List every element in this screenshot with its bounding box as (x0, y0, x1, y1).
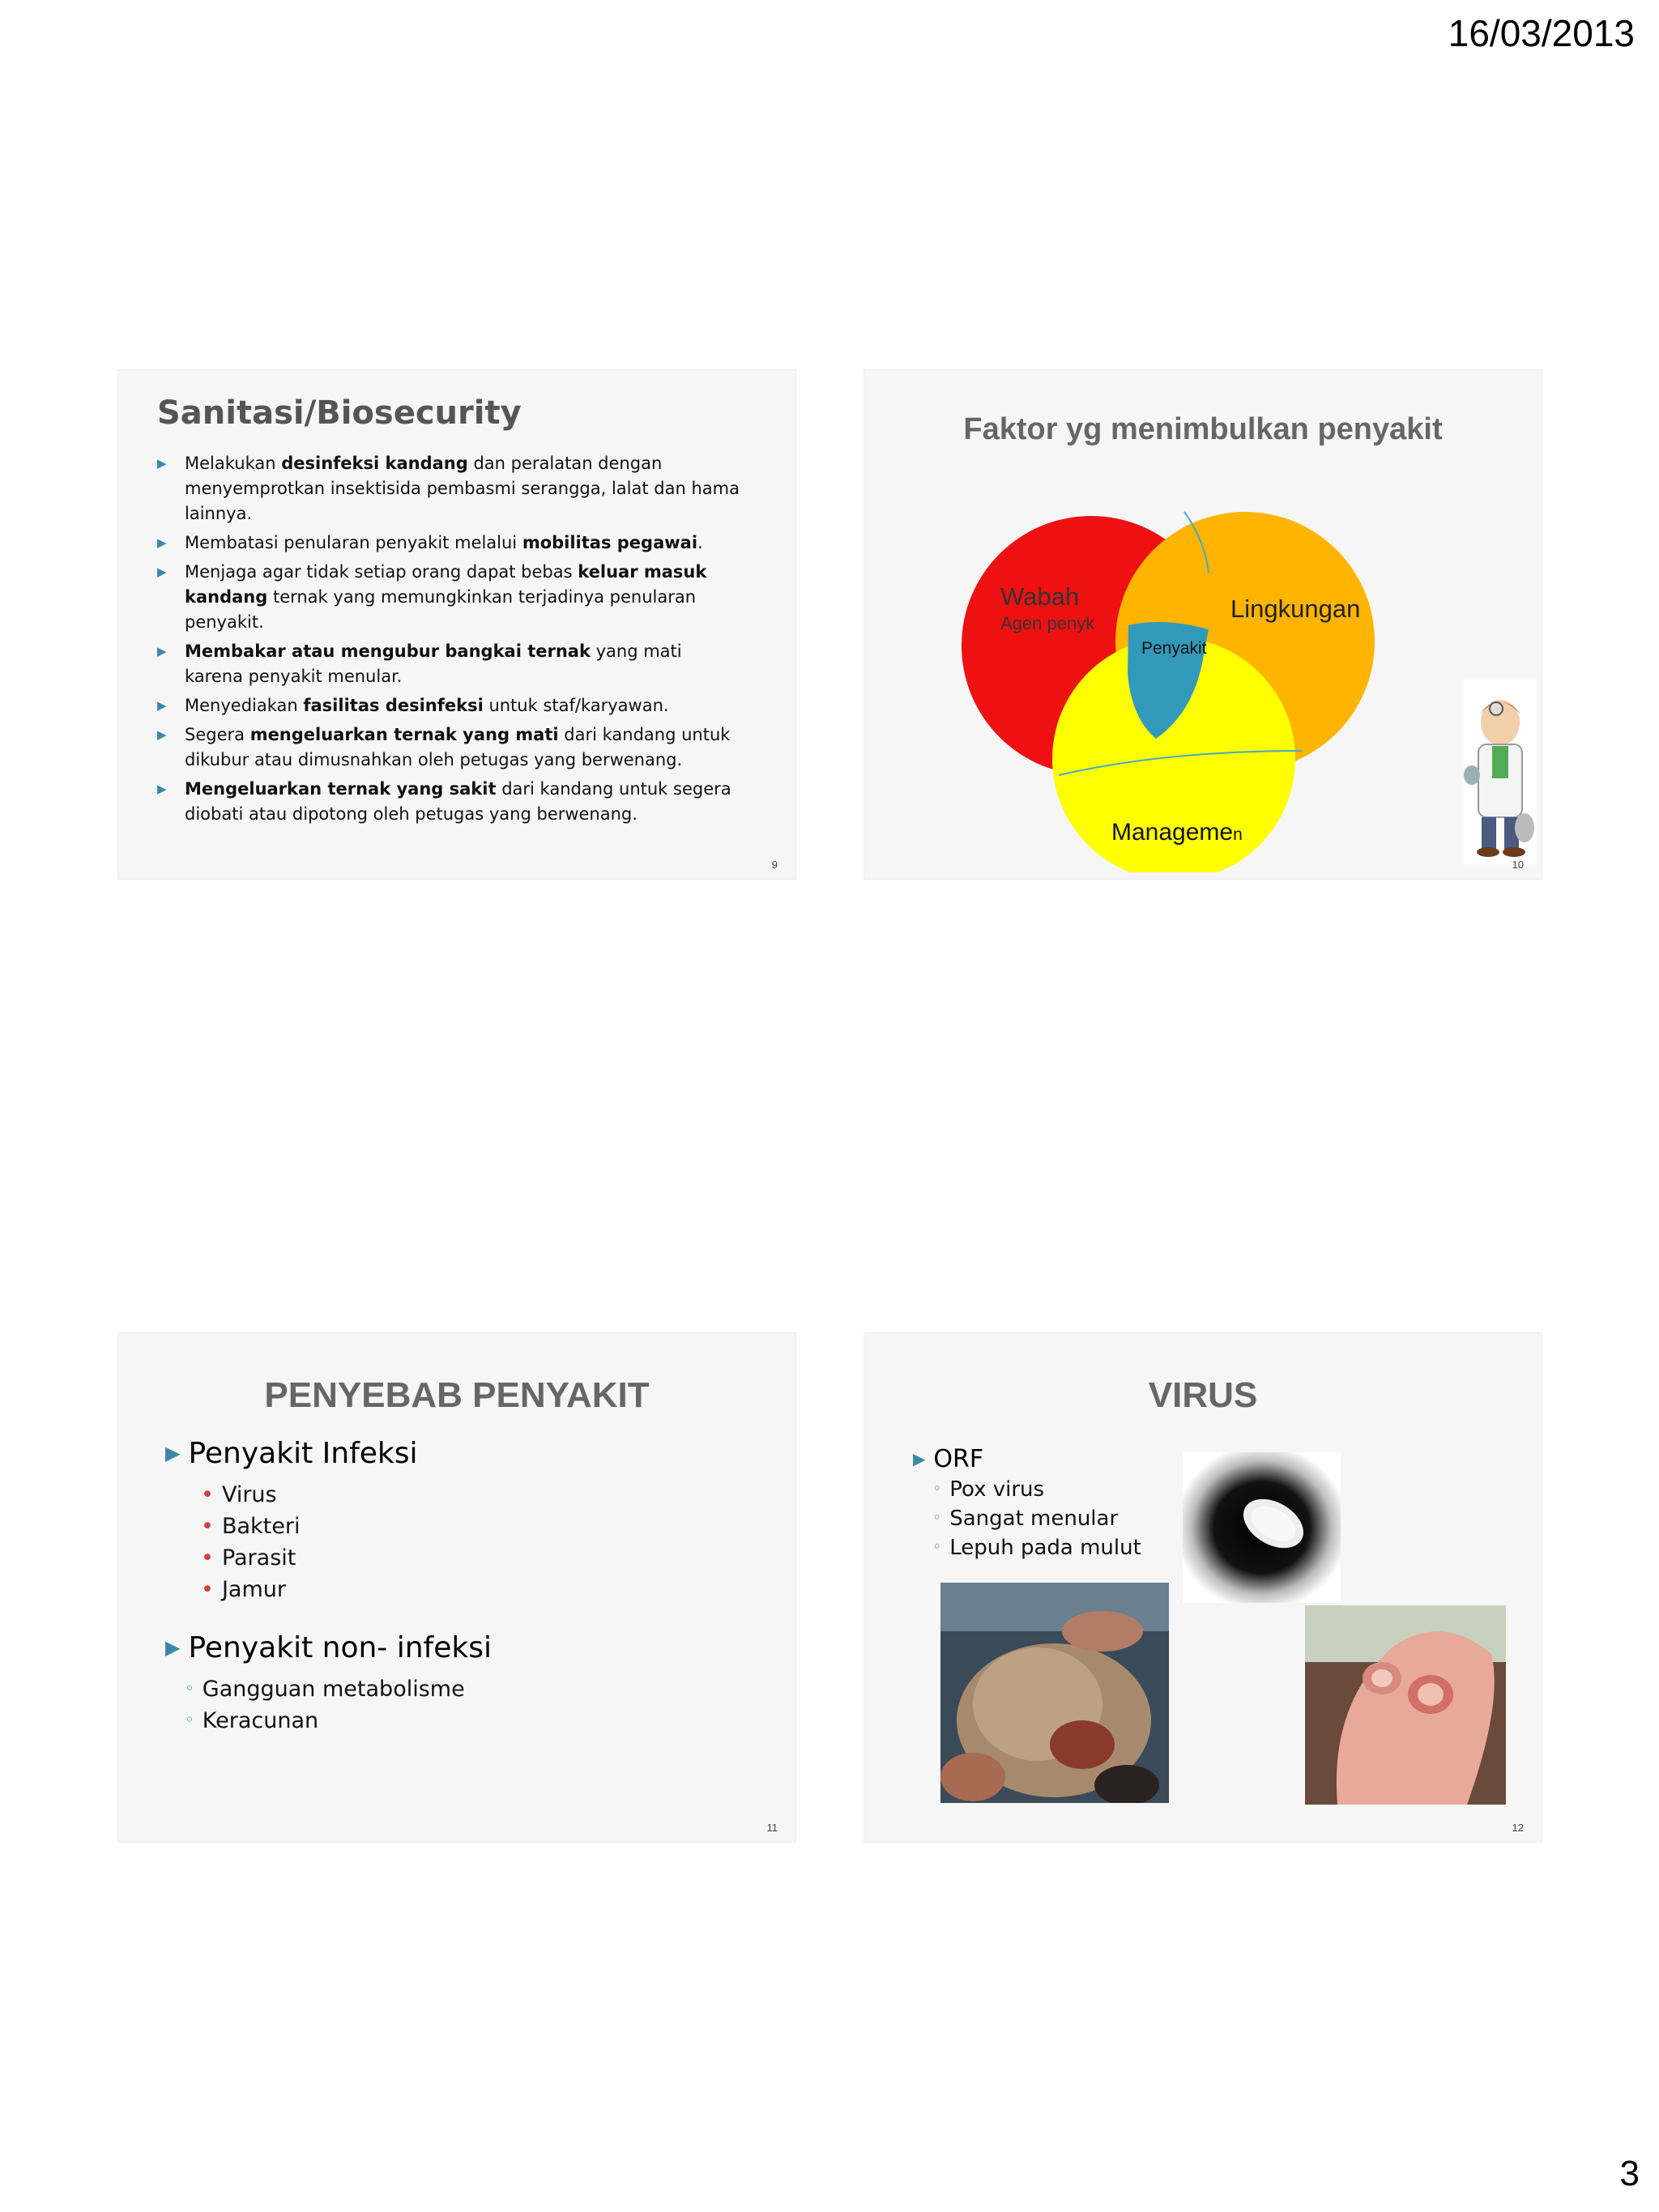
slide-10-faktor (864, 369, 1542, 880)
bullet-arrow-icon: ▶ (157, 535, 167, 550)
bullet-arrow-icon: ▶ (157, 727, 167, 742)
venn-label-wabah: Wabah (1000, 582, 1080, 611)
biosecurity-bullet: ▶ Menjaga agar tidak setiap orang dapat bebas keluar masuk kandang ternak yang memungkinkan terjadinya penularan penyakit. (157, 560, 740, 635)
bullet-arrow-icon: ▶ (157, 698, 167, 713)
slide-12-virus (864, 1332, 1542, 1843)
list-item: • Jamur (201, 1577, 286, 1602)
slide-number: 10 (1512, 859, 1524, 871)
venn-diagram (962, 508, 1399, 872)
finger-lesion-photo (1305, 1605, 1506, 1805)
bullet-arrow-icon: ▶ (157, 456, 167, 471)
list-item: ◦ Keracunan (185, 1708, 319, 1733)
electron-micrograph-image (1183, 1452, 1341, 1603)
bullet-arrow-icon: ▶ (157, 644, 167, 658)
venn-label-agen: Agen penyk (1000, 613, 1095, 633)
sheep-orf-photo (940, 1583, 1169, 1803)
bullet-arrow-icon: ▶ (165, 1636, 181, 1659)
heading-orf: ▶ ORF (913, 1445, 984, 1473)
bullet-arrow-icon: ▶ (913, 1449, 926, 1468)
slide-title: VIRUS (1148, 1375, 1258, 1415)
list-item: ◦ Sangat menular (932, 1507, 1119, 1531)
biosecurity-bullet: ▶ Segera mengeluarkan ternak yang mati dari kandang untuk dikubur atau dimusnahkan oleh petugas yang berwenang. (157, 722, 740, 773)
venn-label-lingkungan: Lingkungan (1230, 595, 1361, 623)
slide-number: 9 (771, 859, 778, 871)
slide-11-penyebab (117, 1332, 796, 1843)
biosecurity-bullet-list (157, 451, 740, 831)
biosecurity-bullet: ▶ Menyediakan fasilitas desinfeksi untuk staf/karyawan. (157, 693, 740, 718)
slide-number: 11 (766, 1822, 778, 1834)
slide-title: Faktor yg menimbulkan penyakit (963, 412, 1443, 446)
group-heading-non-infeksi: ▶ Penyakit non- infeksi (165, 1631, 492, 1664)
slide-9-sanitasi (117, 369, 796, 880)
venn-label-managemen: Managemen (1111, 819, 1243, 846)
list-item: • Parasit (201, 1545, 296, 1571)
biosecurity-bullet: ▶ Melakukan desinfeksi kandang dan peralatan dengan menyemprotkan insektisida pembasmi serangga, lalat dan hama lainnya. (157, 451, 740, 526)
group-heading-infeksi: ▶ Penyakit Infeksi (165, 1437, 418, 1470)
slide-title: Sanitasi/Biosecurity (157, 394, 522, 432)
biosecurity-bullet: ▶ Membatasi penularan penyakit melalui mobilitas pegawai. (157, 531, 740, 556)
doctor-illustration (1456, 678, 1537, 864)
page-date: 16/03/2013 (1448, 12, 1635, 54)
list-item: ◦ Pox virus (932, 1477, 1045, 1502)
venn-label-penyakit: Penyakit (1141, 639, 1207, 658)
slide-title: PENYEBAB PENYAKIT (264, 1375, 650, 1415)
biosecurity-bullet: ▶ Membakar atau mengubur bangkai ternak yang mati karena penyakit menular. (157, 639, 740, 689)
list-item: ◦ Lepuh pada mulut (932, 1536, 1141, 1560)
page-number: 3 (1619, 2154, 1640, 2193)
bullet-arrow-icon: ▶ (157, 782, 167, 796)
list-item: • Virus (201, 1482, 277, 1507)
list-item: ◦ Gangguan metabolisme (185, 1677, 465, 1702)
list-item: • Bakteri (201, 1514, 301, 1539)
biosecurity-bullet: ▶ Mengeluarkan ternak yang sakit dari kandang untuk segera diobati atau dipotong oleh petugas yang berwenang. (157, 777, 740, 827)
bullet-arrow-icon: ▶ (157, 565, 167, 579)
bullet-arrow-icon: ▶ (165, 1442, 181, 1464)
slide-number: 12 (1512, 1822, 1524, 1834)
